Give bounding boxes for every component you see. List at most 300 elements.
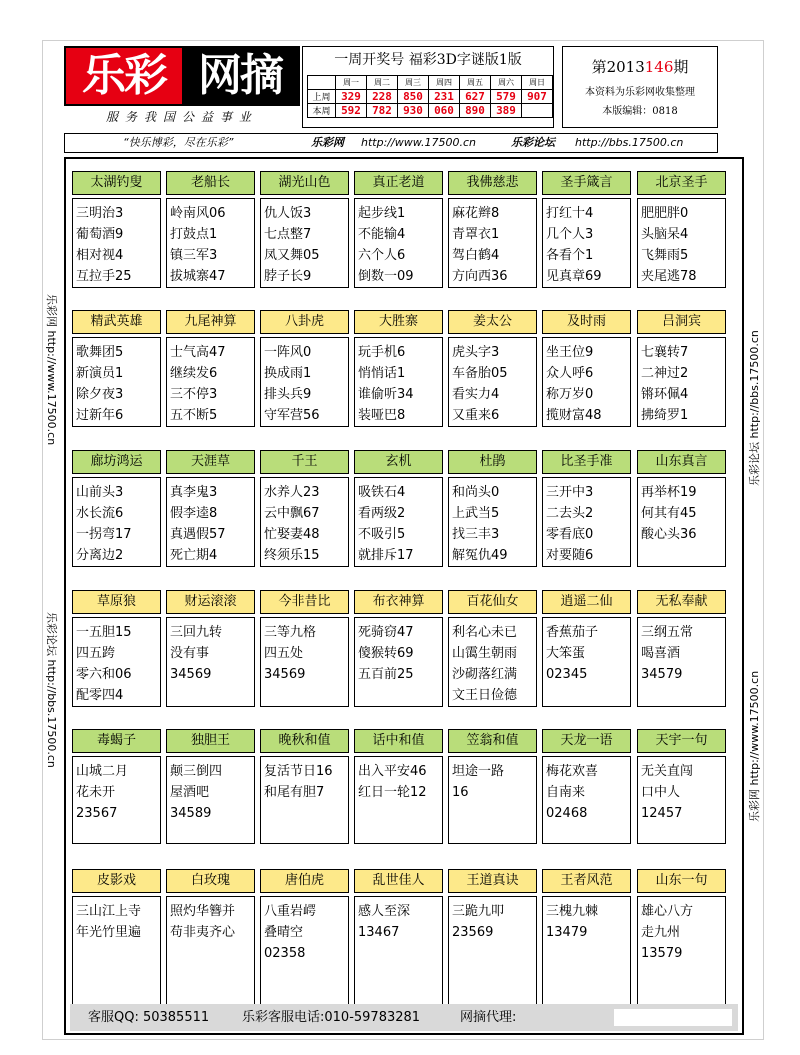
riddle-cell-title: 我佛慈悲 — [448, 171, 537, 195]
riddle-cell-title: 话中和值 — [354, 729, 443, 753]
riddle-line: 分离边2 — [76, 548, 124, 563]
riddle-line: 凤又舞05 — [264, 248, 320, 263]
riddle-cell-title: 圣手箴言 — [542, 171, 631, 195]
riddle-line: 香蕉茄子 — [546, 625, 599, 640]
riddle-line: 驾白鹤4 — [452, 248, 500, 263]
riddle-cell-title: 财运滚滚 — [166, 590, 255, 614]
footer — [70, 1004, 738, 1031]
riddle-line: 打鼓点1 — [170, 227, 218, 242]
riddle-line: 士气高47 — [170, 345, 226, 360]
riddle-cell — [166, 310, 255, 427]
draw-day-header: 周二 — [367, 76, 398, 90]
draw-number: 627 — [460, 90, 491, 104]
draw-row-label: 上周 — [308, 90, 336, 104]
riddle-cell-body — [542, 617, 631, 707]
riddle-line: 复活节日16 — [264, 764, 333, 779]
riddle-line: 16 — [452, 785, 469, 800]
riddle-line: 02345 — [546, 667, 588, 682]
riddle-line: 众人呼6 — [546, 366, 594, 381]
riddle-cell-title: 草原狼 — [72, 590, 161, 614]
riddle-cell-title: 玄机 — [354, 450, 443, 474]
riddle-cell — [448, 171, 537, 288]
riddle-cell-body — [448, 756, 537, 844]
riddle-line: 谁偷听34 — [358, 387, 414, 402]
draw-day-header: 周一 — [336, 76, 367, 90]
draw-number: 782 — [367, 104, 398, 118]
weekly-draw-table — [307, 75, 553, 118]
riddle-line: 13467 — [358, 925, 400, 940]
riddle-cell — [72, 869, 161, 1016]
riddle-line — [641, 545, 722, 566]
riddle-line: 和尚头0 — [452, 485, 500, 500]
footer-phone: 乐彩客服电话:010-59783281 — [242, 1010, 421, 1025]
riddle-cell — [448, 450, 537, 567]
riddle-line: 一五胆15 — [76, 625, 132, 640]
riddle-cell-title: 湖光山色 — [260, 171, 349, 195]
draw-header-row — [308, 76, 553, 90]
riddle-line: 称万岁0 — [546, 387, 594, 402]
riddle-line: 二神过2 — [641, 366, 689, 381]
riddle-line: 见真章69 — [546, 269, 602, 284]
riddle-cell-body — [166, 477, 255, 567]
riddle-cell — [72, 729, 161, 844]
footer-agent: 网摘代理: — [460, 1010, 517, 1025]
riddle-line: 山霭生朝雨 — [452, 646, 518, 661]
riddle-line: 找三丰3 — [452, 527, 500, 542]
riddle-cell — [260, 450, 349, 567]
riddle-cell-body — [354, 617, 443, 707]
riddle-line: 死亡期4 — [170, 548, 218, 563]
riddle-line: 排头兵9 — [264, 387, 312, 402]
riddle-cell — [260, 310, 349, 427]
riddle-line: 坐王位9 — [546, 345, 594, 360]
riddle-cell — [637, 590, 726, 707]
riddle-line: 守军营56 — [264, 408, 320, 423]
riddle-line: 花未开 — [76, 785, 116, 800]
riddle-cell-title: 姜太公 — [448, 310, 537, 334]
riddle-cell-body — [166, 198, 255, 288]
riddle-line: 无关直闯 — [641, 764, 694, 779]
riddle-line: 各看个1 — [546, 248, 594, 263]
riddle-line — [358, 943, 439, 964]
draw-number: 907 — [522, 90, 553, 104]
riddle-cell-title: 八卦虎 — [260, 310, 349, 334]
riddle-cell-title: 精武英雄 — [72, 310, 161, 334]
riddle-cell-body — [542, 896, 631, 1016]
logo-part-black: 网摘 — [182, 48, 298, 104]
riddle-line: 再举杯19 — [641, 485, 697, 500]
riddle-cell — [448, 310, 537, 427]
draw-row-label: 本周 — [308, 104, 336, 118]
riddle-cell-body — [260, 337, 349, 427]
riddle-line: 方向西36 — [452, 269, 508, 284]
riddle-cell — [637, 729, 726, 844]
riddle-cell-title: 天宇一句 — [637, 729, 726, 753]
side-text-right-bottom: 乐彩网 http://www.17500.cn — [748, 670, 761, 822]
riddle-line: 叠晴空 — [264, 925, 304, 940]
riddle-line: 虎头字3 — [452, 345, 500, 360]
riddle-cell — [166, 729, 255, 844]
riddle-cell — [260, 590, 349, 707]
riddle-line: 悄悄话1 — [358, 366, 406, 381]
riddle-line: 车备胎05 — [452, 366, 508, 381]
riddle-cell-body — [260, 477, 349, 567]
riddle-cell-body — [542, 337, 631, 427]
issue-suffix: 期 — [673, 58, 689, 76]
riddle-cell — [448, 590, 537, 707]
riddle-line: 仇人饭3 — [264, 206, 312, 221]
riddle-line: 四五处 — [264, 646, 304, 661]
riddle-line — [170, 943, 251, 964]
riddle-line: 三纲五常 — [641, 625, 694, 640]
riddle-cell-body — [542, 756, 631, 844]
riddle-line: 一阵风0 — [264, 345, 312, 360]
riddle-line: 走九州 — [641, 925, 681, 940]
riddle-cell-title: 天涯草 — [166, 450, 255, 474]
riddle-cell-body — [72, 337, 161, 427]
riddle-cell-body — [72, 617, 161, 707]
riddle-cell-body — [354, 337, 443, 427]
riddle-line: 六个人6 — [358, 248, 406, 263]
riddle-line: 三回九转 — [170, 625, 223, 640]
riddle-line: 山城二月 — [76, 764, 129, 779]
riddle-cell-body — [354, 477, 443, 567]
riddle-cell — [542, 310, 631, 427]
logo — [64, 46, 300, 106]
riddle-cell-title: 逍遥二仙 — [542, 590, 631, 614]
riddle-line: 颠三倒四 — [170, 764, 223, 779]
draw-number: 329 — [336, 90, 367, 104]
riddle-line: 23567 — [76, 806, 118, 821]
riddle-cell — [166, 450, 255, 567]
riddle-line: 吸铁石4 — [358, 485, 406, 500]
riddle-cell-title: 今非昔比 — [260, 590, 349, 614]
riddle-cell — [448, 869, 537, 1016]
riddle-line: 出入平安46 — [358, 764, 427, 779]
issue-prefix: 第2013 — [591, 58, 645, 76]
draw-last-week-row — [308, 90, 553, 104]
riddle-line: 解冤仇49 — [452, 548, 508, 563]
riddle-line: 配零四4 — [76, 688, 124, 703]
riddle-cell — [542, 869, 631, 1016]
riddle-cell-title: 白玫瑰 — [166, 869, 255, 893]
riddle-line: 酸心头36 — [641, 527, 697, 542]
riddle-cell-title: 笠翁和值 — [448, 729, 537, 753]
riddle-line: 肥肥胖0 — [641, 206, 689, 221]
riddle-cell-body — [542, 477, 631, 567]
riddle-line: 13479 — [546, 925, 588, 940]
riddle-cell — [166, 869, 255, 1016]
riddle-cell-title: 山东真言 — [637, 450, 726, 474]
riddle-cell — [166, 590, 255, 707]
riddle-line: 34579 — [641, 667, 683, 682]
riddle-line: 自南来 — [546, 785, 586, 800]
draw-day-header: 周五 — [460, 76, 491, 90]
riddle-cell-body — [260, 756, 349, 844]
side-text-left-bottom: 乐彩论坛 http://bbs.17500.cn — [45, 612, 58, 768]
riddle-cell-title: 九尾神算 — [166, 310, 255, 334]
riddle-line: 死骑窃47 — [358, 625, 414, 640]
riddle-cell-title: 比圣手准 — [542, 450, 631, 474]
riddle-cell-body — [72, 477, 161, 567]
riddle-cell — [166, 171, 255, 288]
riddle-line: 23569 — [452, 925, 494, 940]
issue-value: 146 — [644, 58, 674, 76]
riddle-cell-body — [448, 896, 537, 1016]
riddle-line: 沙砌落红满 — [452, 667, 518, 682]
riddle-line: 脖子长9 — [264, 269, 312, 284]
issue-number — [563, 56, 717, 77]
slogan: 服务我国公益事业 — [105, 110, 258, 124]
riddle-line: 没有事 — [170, 646, 210, 661]
riddle-line: 起步线1 — [358, 206, 406, 221]
riddle-line: 倒数一09 — [358, 269, 414, 284]
riddle-line: 忙娶妻48 — [264, 527, 320, 542]
riddle-line: 何其有45 — [641, 506, 697, 521]
riddle-cell-title: 乱世佳人 — [354, 869, 443, 893]
riddle-line: 水长流6 — [76, 506, 124, 521]
riddle-line: 打红十4 — [546, 206, 594, 221]
riddle-line: 34569 — [170, 667, 212, 682]
riddle-cell-title: 廊坊鸿运 — [72, 450, 161, 474]
riddle-line: 傻猴转69 — [358, 646, 414, 661]
riddle-line: 口中人 — [641, 785, 681, 800]
url-bar — [64, 133, 718, 153]
riddle-cell-body — [637, 198, 726, 288]
riddle-line: 五百前25 — [358, 667, 414, 682]
riddle-line — [546, 943, 627, 964]
riddle-line: 零看底0 — [546, 527, 594, 542]
riddle-line: 四五跨 — [76, 646, 116, 661]
forum-label: 乐彩论坛 — [511, 136, 555, 149]
riddle-cell-body — [448, 337, 537, 427]
riddle-line: 夹尾逃78 — [641, 269, 697, 284]
riddle-line: 换成雨1 — [264, 366, 312, 381]
riddle-cell — [637, 450, 726, 567]
riddle-line: 三明治3 — [76, 206, 124, 221]
riddle-line: 除夕夜3 — [76, 387, 124, 402]
riddle-cell-title: 晚秋和值 — [260, 729, 349, 753]
riddle-line: 02468 — [546, 806, 588, 821]
riddle-line — [641, 685, 722, 706]
riddle-cell — [637, 171, 726, 288]
riddle-line: 大笨蛋 — [546, 646, 586, 661]
riddle-cell-title: 太湖钓叟 — [72, 171, 161, 195]
riddle-cell — [260, 869, 349, 1016]
riddle-cell — [448, 729, 537, 844]
riddle-cell-title: 王道真诀 — [448, 869, 537, 893]
riddle-cell-title: 皮影戏 — [72, 869, 161, 893]
weekly-draw-box — [302, 46, 554, 128]
site-label: 乐彩网 — [311, 136, 344, 149]
draw-day-header: 周四 — [429, 76, 460, 90]
riddle-cell-body — [72, 896, 161, 1016]
draw-corner-cell — [308, 76, 336, 90]
draw-number: 389 — [491, 104, 522, 118]
draw-number: 231 — [429, 90, 460, 104]
riddle-cell — [542, 450, 631, 567]
riddle-line: 三开中3 — [546, 485, 594, 500]
riddle-line: 梅花欢喜 — [546, 764, 599, 779]
footer-qq: 客服QQ: 50385511 — [88, 1010, 210, 1025]
riddle-line: 真遇假57 — [170, 527, 226, 542]
riddle-line: 云中飘67 — [264, 506, 320, 521]
riddle-line: 不吸引5 — [358, 527, 406, 542]
riddle-line: 玩手机6 — [358, 345, 406, 360]
riddle-cell — [354, 310, 443, 427]
riddle-cell-title: 吕洞宾 — [637, 310, 726, 334]
riddle-cell — [72, 450, 161, 567]
riddle-line — [358, 685, 439, 706]
riddle-line — [358, 803, 439, 824]
riddle-line: 青罩衣1 — [452, 227, 500, 242]
riddle-cell-title: 真正老道 — [354, 171, 443, 195]
riddle-cell-title: 杜鹃 — [448, 450, 537, 474]
riddle-line: 五不断5 — [170, 408, 218, 423]
riddle-cell — [637, 310, 726, 427]
riddle-cell-body — [637, 896, 726, 1016]
riddle-cell — [637, 869, 726, 1016]
riddle-line: 02358 — [264, 946, 306, 961]
riddle-line: 镇三军3 — [170, 248, 218, 263]
draw-this-week-row — [308, 104, 553, 118]
riddle-line: 七襄转7 — [641, 345, 689, 360]
riddle-line: 山前头3 — [76, 485, 124, 500]
riddle-line: 几个人3 — [546, 227, 594, 242]
riddle-cell — [72, 590, 161, 707]
riddle-cell-title: 天龙一语 — [542, 729, 631, 753]
riddle-line: 三槐九棘 — [546, 904, 599, 919]
riddle-cell-title: 大胜寨 — [354, 310, 443, 334]
riddle-cell — [354, 729, 443, 844]
riddle-line: 三不停3 — [170, 387, 218, 402]
draw-number: 592 — [336, 104, 367, 118]
riddle-cell-body — [542, 198, 631, 288]
riddle-cell-body — [354, 896, 443, 1016]
riddle-cell — [542, 171, 631, 288]
riddle-cell — [542, 590, 631, 707]
riddle-cell — [354, 590, 443, 707]
riddle-line — [264, 685, 345, 706]
issue-editor: 本版编辑：0818 — [602, 106, 678, 117]
riddle-line: 又重来6 — [452, 408, 500, 423]
riddle-line: 年光竹里遍 — [76, 925, 142, 940]
riddle-line: 13579 — [641, 946, 683, 961]
riddle-cell-title: 百花仙女 — [448, 590, 537, 614]
riddle-cell — [354, 869, 443, 1016]
draw-number — [522, 104, 553, 118]
riddle-cell-body — [637, 477, 726, 567]
riddle-cell — [354, 450, 443, 567]
riddle-cell-body — [637, 617, 726, 707]
riddle-line: 就排斥17 — [358, 548, 414, 563]
riddle-line: 屋酒吧 — [170, 785, 210, 800]
riddle-line: 感人至深 — [358, 904, 411, 919]
riddle-line — [264, 803, 345, 824]
riddle-cell-title: 山东一句 — [637, 869, 726, 893]
riddle-line: 红日一轮12 — [358, 785, 427, 800]
side-text-left-top: 乐彩网 http://www.17500.cn — [45, 294, 58, 446]
riddle-line: 34589 — [170, 806, 212, 821]
riddle-line: 雄心八方 — [641, 904, 694, 919]
riddle-line: 三等九格 — [264, 625, 317, 640]
weekly-draw-title: 一周开奖号 福彩3D字谜版1版 — [334, 52, 522, 68]
riddle-line: 歌舞团5 — [76, 345, 124, 360]
riddle-line: 继续发6 — [170, 366, 218, 381]
riddle-cell-title: 王者风范 — [542, 869, 631, 893]
riddle-line: 葡萄酒9 — [76, 227, 124, 242]
riddle-line: 七点整7 — [264, 227, 312, 242]
riddle-line — [170, 685, 251, 706]
riddle-line: 文王日俭德 — [452, 688, 518, 703]
riddle-line: 拔城寨47 — [170, 269, 226, 284]
riddle-line: 对要随6 — [546, 548, 594, 563]
riddle-cell-body — [166, 756, 255, 844]
logo-block — [64, 46, 300, 128]
riddle-line: 和尾有胆7 — [264, 785, 325, 800]
riddle-line: 八重岩崿 — [264, 904, 317, 919]
riddle-line: 新演员1 — [76, 366, 124, 381]
riddle-line: 过新年6 — [76, 408, 124, 423]
riddle-line: 二去头2 — [546, 506, 594, 521]
riddle-line: 水养人23 — [264, 485, 320, 500]
riddle-board — [64, 157, 744, 1035]
riddle-line: 麻花辫8 — [452, 206, 500, 221]
site-url-link[interactable]: http://www.17500.cn — [361, 136, 476, 149]
riddle-line: 照灼华簪并 — [170, 904, 236, 919]
draw-number: 060 — [429, 104, 460, 118]
riddle-cell-body — [166, 337, 255, 427]
riddle-line: 头脑呆4 — [641, 227, 689, 242]
footer-agent-box — [614, 1009, 732, 1026]
riddle-cell-title: 独胆王 — [166, 729, 255, 753]
riddle-cell-title: 老船长 — [166, 171, 255, 195]
riddle-line — [452, 803, 533, 824]
riddle-line: 上武当5 — [452, 506, 500, 521]
riddle-cell-title: 布衣神算 — [354, 590, 443, 614]
forum-url-link[interactable]: http://bbs.17500.cn — [575, 136, 684, 149]
riddle-cell-body — [448, 477, 537, 567]
draw-number: 228 — [367, 90, 398, 104]
riddle-cell-body — [260, 896, 349, 1016]
riddle-line: 喝喜酒 — [641, 646, 681, 661]
riddle-cell-title: 唐伯虎 — [260, 869, 349, 893]
riddle-line: 真李鬼3 — [170, 485, 218, 500]
riddle-line: 看实力4 — [452, 387, 500, 402]
riddle-line: 零六和06 — [76, 667, 132, 682]
riddle-cell-body — [72, 198, 161, 288]
riddle-line: 相对视4 — [76, 248, 124, 263]
riddle-line: 一拐弯17 — [76, 527, 132, 542]
riddle-cell-title: 无私奉献 — [637, 590, 726, 614]
riddle-line — [546, 685, 627, 706]
riddle-cell-body — [354, 198, 443, 288]
motto: “快乐博彩，尽在乐彩” — [123, 136, 234, 149]
riddle-cell — [354, 171, 443, 288]
riddle-line — [452, 943, 533, 964]
riddle-cell-body — [448, 198, 537, 288]
issue-note: 本资料为乐彩网收集整理 — [585, 87, 695, 98]
riddle-cell-body — [448, 617, 537, 707]
riddle-cell-body — [637, 337, 726, 427]
riddle-cell-title: 毒蝎子 — [72, 729, 161, 753]
riddle-line: 终须乐15 — [264, 548, 320, 563]
riddle-cell-body — [354, 756, 443, 844]
riddle-line: 飞舞雨5 — [641, 248, 689, 263]
riddle-line: 看两级2 — [358, 506, 406, 521]
riddle-line: 三跪九叩 — [452, 904, 505, 919]
riddle-cell — [542, 729, 631, 844]
